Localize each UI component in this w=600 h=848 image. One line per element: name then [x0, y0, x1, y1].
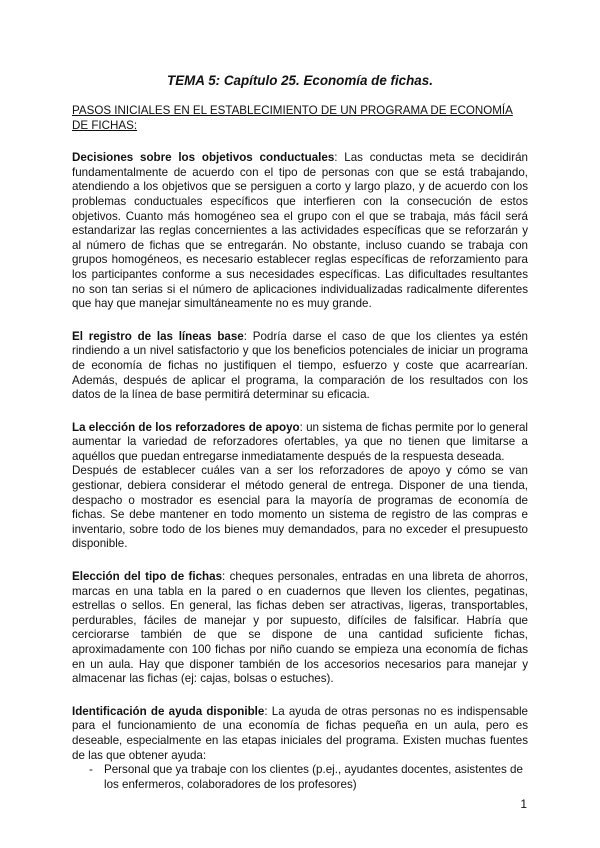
dash-marker: - — [89, 763, 93, 777]
paragraph-objetivos — [72, 151, 528, 312]
paragraph-tipo-fichas — [72, 570, 528, 687]
paragraph-ayuda — [72, 705, 528, 763]
text-objetivos: : Las conductas meta se decidirán fundamentalmente de acuerdo con el tipo de personas con que se está trabajando, atendiendo a los objetivos que se persiguen a corto y largo plazo, y de acuerdo con los problemas conductuales específicos que interfieren con la consecución de estos objetivos. Cuanto más homogéneo sea el grupo con el que se trabaja, más fácil será estandarizar las reglas concernientes a las actividades específicas que se reforzarán y al número de fichas que se entregarán. No obstante, incluso cuando se trabaja con grupos homogéneos, es necesario establecer reglas específicas de reforzamiento para los participantes conforme a sus necesidades específicas. Las dificultades resultantes no son tan serias si el número de aplicaciones individualizadas radicalmente diferentes que hay que manejar simultáneamente no es muy grande. — [72, 151, 528, 311]
term-tipo-fichas: Elección del tipo de fichas — [72, 570, 223, 584]
text-lineas-base: : Podría darse el caso de que los clientes ya estén rindiendo a un nivel satisfactorio y que los beneficios potenciales de iniciar un programa de economía de fichas no justifiquen el tiempo, esfuerzo y coste que acarrearían. Además, después de aplicar el programa, la comparación de los resultados con los datos de la línea de base permitirá determinar su eficacia. — [72, 329, 528, 402]
term-lineas-base: El registro de las líneas base — [72, 329, 244, 343]
page-title: TEMA 5: Capítulo 25. Economía de fichas. — [167, 73, 433, 88]
section-heading: PASOS INICIALES EN EL ESTABLECIMIENTO DE UN PROGRAMA DE ECONOMÍA DE FICHAS: — [72, 104, 513, 132]
text-reforzadores: : un sistema de fichas permite por lo general aumentar la variedad de reforzadores ofertables, ya que no tienen que limitarse a aquéllos que puedan entregarse inmediatamente después de la respuesta deseada. — [72, 420, 528, 463]
text-ayuda: : La ayuda de otras personas no es indispensable para el funcionamiento de una economía de fichas pequeña en un aula, pero es deseable, especialmente en las etapas iniciales del programa. Existen muchas fuentes de las que obtener ayuda: — [72, 704, 528, 762]
term-objetivos: Decisiones sobre los objetivos conductuales — [72, 151, 335, 165]
term-ayuda: Identificación de ayuda disponible — [72, 704, 265, 718]
paragraph-reforzadores — [72, 421, 528, 465]
list-item — [72, 763, 528, 792]
page-number: 1 — [520, 797, 527, 811]
ayuda-list — [72, 763, 528, 792]
term-reforzadores: La elección de los reforzadores de apoyo — [72, 420, 300, 434]
text-tipo-fichas: : cheques personales, entradas en una libreta de ahorros, marcas en una tabla en la pared o en cuadernos que lleven los clientes, pegatinas, estrellas o sellos. En general, las fichas deben ser atractivas, ligeras, transportables, perdurables, fáciles de manejar y por supuesto, difíciles de falsificar. Habría que cerciorarse también de que se dispone de una cantidad suficiente fichas, aproximadamente con 100 fichas por niño cuando se empieza una economía de fichas en un aula. Hay que disponer también de los accesorios necesarios para manejar y almacenar las fichas (ej: cajas, bolsas o estuches). — [72, 570, 528, 686]
document-body — [72, 104, 528, 792]
paragraph-reforzadores-cont: Después de establecer cuáles van a ser los reforzadores de apoyo y cómo se van gestionar, debiera considerar el método general de entrega. Disponer de una tienda, despacho o mostrador es esencial para la mayoría de programas de economía de fichas. Se debe mantener en todo momento un sistema de registro de las compras e inventario, sobre todo de los bienes muy demandados, para no exceder el presupuesto disponible. — [72, 464, 528, 551]
paragraph-lineas-base — [72, 330, 528, 403]
list-item-text: Personal que ya trabaje con los clientes (p.ej., ayudantes docentes, asistentes de los enfermeros, colaboradores de los profesores) — [104, 763, 523, 791]
